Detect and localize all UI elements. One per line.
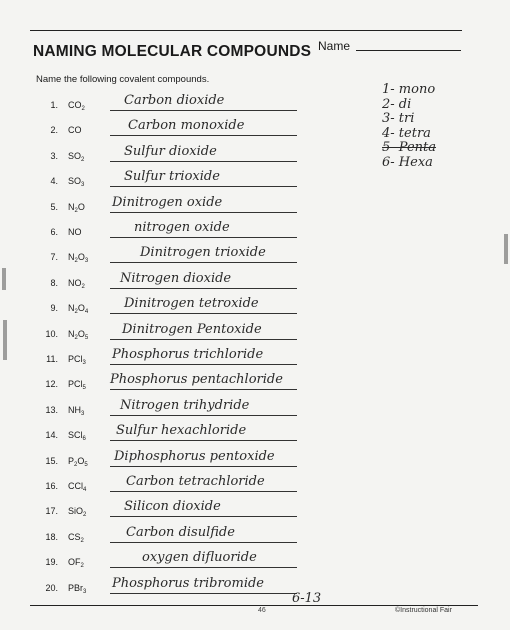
compound-row	[0, 396, 320, 418]
formula-symbol: O	[77, 328, 85, 339]
prefix-notes	[382, 83, 436, 170]
formula-subscript: 2	[80, 563, 84, 570]
item-number: 6.	[50, 227, 58, 237]
formula-subscript: 2	[80, 537, 84, 544]
compound-row	[0, 294, 320, 316]
handwritten-answer: Dinitrogen trioxide	[140, 245, 266, 261]
handwritten-answer: Nitrogen dioxide	[120, 270, 232, 286]
formula-subscript: 5	[84, 334, 89, 341]
formula-subscript: 4	[83, 487, 87, 493]
formula-subscript: 3	[81, 182, 85, 189]
handwritten-answer: Sulfur dioxide	[124, 143, 217, 159]
compound-row	[0, 243, 320, 265]
item-number: 15.	[45, 455, 58, 466]
formula-subscript: 2	[74, 461, 78, 468]
binding-mark	[3, 320, 7, 360]
name-blank	[356, 50, 461, 51]
formula-subscript: 5	[82, 385, 86, 392]
item-number: 1.	[50, 100, 58, 110]
top-rule	[30, 30, 462, 31]
formula-symbol: SCl	[68, 430, 83, 441]
name-label: Name	[318, 39, 351, 53]
formula-symbol: PCl	[68, 354, 83, 364]
handwritten-answer: Phosphorus trichloride	[112, 347, 264, 362]
formula-symbol: NH	[68, 404, 81, 415]
formula-subscript: 2	[81, 106, 85, 112]
handwritten-answer: Dinitrogen oxide	[112, 194, 223, 210]
formula-symbol: CS	[68, 531, 81, 542]
formula-subscript: 2	[74, 309, 78, 316]
answer-blank	[110, 135, 297, 136]
handwritten-answer: Diphosphorus pentoxide	[114, 448, 275, 464]
formula-symbol: O	[77, 455, 85, 466]
answer-blank	[110, 466, 297, 467]
formula-symbol: SiO	[68, 506, 84, 517]
formula-symbol: N	[68, 303, 75, 314]
compound-row	[0, 370, 320, 392]
item-number: 12.	[45, 379, 58, 390]
formula-symbol: O	[77, 201, 85, 212]
item-number: 8.	[50, 277, 58, 288]
item-number: 5.	[50, 201, 58, 212]
compound-row	[0, 472, 320, 494]
item-number: 20.	[45, 582, 58, 593]
compound-row	[0, 447, 320, 469]
handwritten-answer: Phosphorus pentachloride	[110, 372, 283, 388]
formula-symbol: SO	[68, 176, 82, 187]
answer-blank	[110, 186, 297, 187]
answer-blank	[110, 339, 297, 340]
item-number: 13.	[45, 404, 58, 415]
item-number: 11.	[46, 354, 58, 364]
item-number: 19.	[45, 557, 58, 568]
copyright-notice: ©Instructional Fair	[395, 607, 452, 614]
chemical-formula	[68, 151, 84, 163]
chemical-formula	[68, 176, 84, 188]
compound-row	[0, 269, 320, 291]
item-number: 4.	[50, 176, 58, 187]
formula-symbol: O	[77, 303, 85, 314]
answer-blank	[110, 415, 297, 416]
formula-subscript: 3	[83, 588, 87, 595]
prefix-note: 1- mono	[382, 82, 436, 97]
answer-blank	[110, 516, 297, 517]
formula-subscript: 5	[84, 461, 88, 468]
answer-blank	[110, 491, 297, 492]
formula-symbol: NO	[68, 227, 82, 237]
item-number: 16.	[45, 481, 58, 491]
page-number: 46	[258, 607, 266, 614]
compound-row	[0, 116, 320, 138]
item-number: 9.	[50, 303, 58, 314]
formula-subscript: 3	[84, 258, 89, 265]
chemical-formula	[68, 532, 84, 544]
chemical-formula	[68, 430, 86, 442]
formula-subscript: 3	[81, 410, 85, 417]
formula-symbol: N	[68, 201, 75, 212]
handwritten-answer: Sulfur hexachloride	[116, 423, 247, 439]
compound-row	[0, 523, 320, 545]
answer-blank	[110, 262, 297, 263]
chemical-formula	[68, 329, 88, 341]
answer-blank	[110, 110, 297, 111]
handwritten-answer: oxygen difluoride	[142, 550, 257, 566]
handwritten-answer: Sulfur trioxide	[124, 169, 220, 185]
formula-subscript: 2	[83, 512, 87, 519]
handwritten-answer: Carbon monoxide	[128, 118, 245, 134]
prefix-note: 5- Penta	[382, 140, 436, 155]
chemical-formula	[68, 278, 85, 290]
item-number: 7.	[50, 252, 58, 263]
chemical-formula	[68, 379, 86, 391]
binding-mark	[504, 234, 508, 264]
compound-row	[0, 548, 320, 570]
instructions: Name the following covalent compounds.	[36, 74, 210, 85]
answer-blank	[110, 237, 297, 238]
answer-blank	[110, 567, 297, 568]
formula-symbol: CO	[68, 125, 82, 136]
item-number: 17.	[45, 506, 58, 517]
formula-symbol: O	[77, 252, 85, 263]
formula-symbol: PBr	[68, 582, 84, 593]
formula-subscript: 2	[74, 334, 78, 341]
compound-row	[0, 142, 320, 164]
answer-blank	[110, 542, 297, 543]
compound-row	[0, 167, 320, 189]
answer-blank	[110, 313, 297, 314]
chemical-formula	[68, 227, 82, 237]
prefix-note: 3- tri	[382, 111, 415, 126]
handwritten-answer: Dinitrogen Pentoxide	[122, 321, 262, 337]
formula-subscript: 6	[82, 436, 86, 443]
handwritten-answer: Carbon dioxide	[124, 93, 225, 108]
chemical-formula	[68, 303, 88, 315]
compound-row	[0, 320, 320, 342]
formula-symbol: CCl	[68, 481, 83, 491]
answer-blank	[110, 593, 297, 594]
compound-row	[0, 497, 320, 519]
chemical-formula	[68, 481, 86, 493]
formula-symbol: OF	[68, 557, 81, 568]
item-number: 2.	[50, 125, 58, 136]
compound-row	[0, 193, 320, 215]
formula-symbol: PCl	[68, 379, 83, 390]
answer-blank	[110, 364, 297, 365]
item-number: 3.	[50, 150, 58, 161]
formula-subscript: 3	[82, 360, 86, 366]
formula-symbol: P	[68, 455, 75, 466]
handwritten-note: 6-13	[292, 591, 322, 606]
chemical-formula	[68, 405, 84, 417]
item-number: 10.	[45, 328, 58, 339]
formula-symbol: CO	[68, 100, 82, 110]
formula-subscript: 4	[84, 309, 89, 316]
compound-row	[0, 91, 320, 113]
compound-row	[0, 345, 320, 367]
prefix-note: 6- Hexa	[382, 154, 433, 170]
worksheet-title: NAMING MOLECULAR COMPOUNDS	[33, 43, 312, 60]
prefix-note: 4- tetra	[382, 125, 431, 141]
formula-symbol: SO	[68, 150, 82, 161]
prefix-note: 2- di	[382, 96, 412, 112]
answer-blank	[110, 389, 297, 390]
chemical-formula	[68, 202, 85, 214]
chemical-formula	[68, 100, 85, 112]
handwritten-answer: Silicon dioxide	[124, 499, 221, 515]
formula-symbol: NO	[68, 277, 82, 288]
chemical-formula	[68, 456, 88, 468]
compound-row	[0, 218, 320, 240]
handwritten-answer: Dinitrogen tetroxide	[124, 296, 259, 312]
handwritten-answer: Carbon disulfide	[126, 524, 235, 540]
answer-blank	[110, 212, 297, 213]
compound-row	[0, 421, 320, 443]
item-number: 18.	[45, 531, 58, 542]
chemical-formula	[68, 557, 84, 569]
handwritten-answer: nitrogen oxide	[134, 220, 230, 235]
answer-blank	[110, 288, 297, 289]
formula-subscript: 2	[81, 156, 85, 163]
formula-symbol: N	[68, 252, 75, 263]
item-number: 14.	[45, 430, 58, 441]
chemical-formula	[68, 354, 86, 366]
formula-subscript: 2	[74, 207, 78, 214]
chemical-formula	[68, 506, 86, 518]
answer-blank	[110, 161, 297, 162]
formula-subscript: 2	[81, 283, 85, 290]
formula-subscript: 2	[74, 258, 78, 265]
chemical-formula	[68, 125, 82, 135]
formula-symbol: N	[68, 328, 75, 339]
chemical-formula	[68, 252, 88, 264]
handwritten-answer: Nitrogen trihydride	[120, 397, 250, 413]
answer-blank	[110, 440, 297, 441]
bottom-rule	[30, 605, 478, 606]
handwritten-answer: Phosphorus tribromide	[112, 575, 264, 591]
handwritten-answer: Carbon tetrachloride	[126, 474, 265, 489]
binding-mark	[2, 268, 6, 290]
chemical-formula	[68, 583, 86, 595]
compound-row	[0, 574, 320, 596]
